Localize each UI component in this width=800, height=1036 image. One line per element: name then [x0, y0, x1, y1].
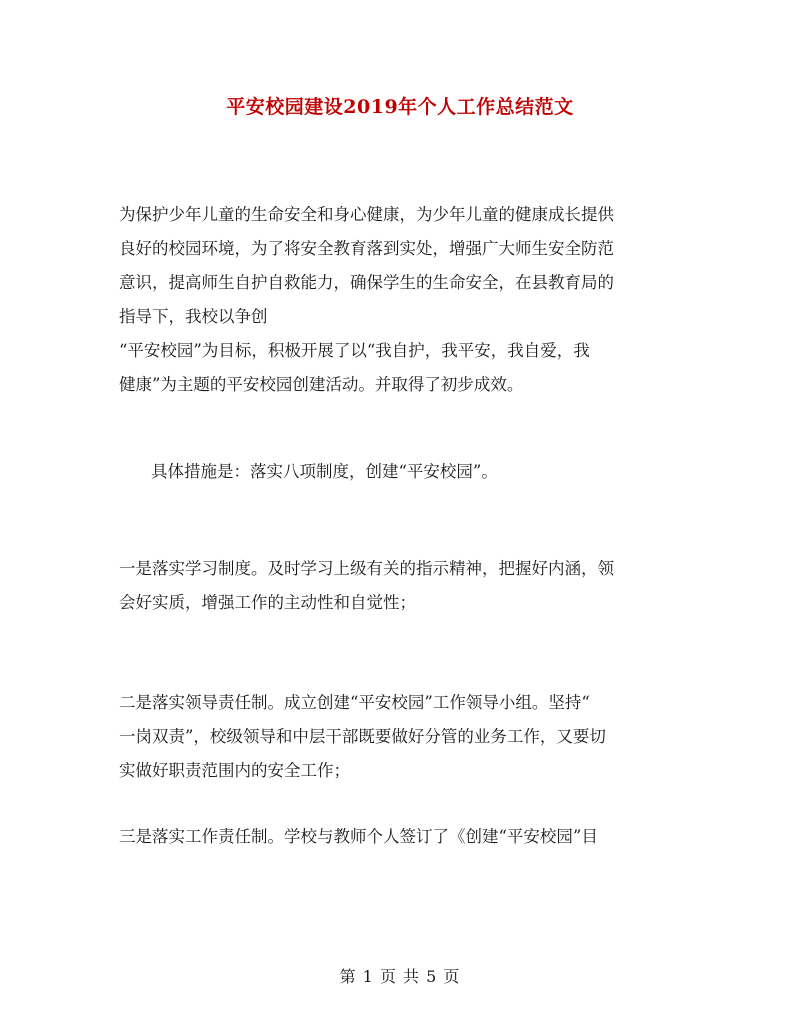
document-title: 平安校园建设2019年个人工作总结范文 [226, 96, 574, 118]
paragraph-item-2 [119, 686, 689, 788]
paragraph-intro [119, 198, 689, 402]
text-line: 实做好职责范围内的安全工作； [119, 761, 350, 780]
text-line: 一是落实学习制度。及时学习上级有关的指示精神，把握好内涵，领 [119, 559, 614, 578]
text-line: 良好的校园环境，为了将安全教育落到实处，增强广大师生安全防范 [119, 239, 614, 258]
text-line: 三是落实工作责任制。学校与教师个人签订了《创建“平安校园”目 [119, 827, 598, 846]
text-line: 会好实质，增强工作的主动性和自觉性； [119, 593, 416, 612]
text-line: 具体措施是：落实八项制度，创建“平安校园”。 [151, 462, 498, 481]
text-line: 二是落实领导责任制。成立创建“平安校园”工作领导小组。坚持“ [119, 693, 590, 712]
paragraph-item-1 [119, 552, 689, 620]
text-line: 一岗双责”，校级领导和中层干部既要做好分管的业务工作，又要切 [119, 727, 606, 746]
text-line: 健康”为主题的平安校园创建活动。并取得了初步成效。 [119, 375, 524, 394]
page-number-footer: 第 1 页 共 5 页 [339, 967, 461, 986]
text-line: 为保护少年儿童的生命安全和身心健康，为少年儿童的健康成长提供 [119, 205, 614, 224]
paragraph-item-3 [119, 820, 689, 854]
text-line: “平安校园”为目标，积极开展了以“我自护，我平安，我自爱，我 [119, 341, 590, 360]
paragraph-measures [151, 455, 721, 489]
text-line: 指导下，我校以争创 [119, 307, 268, 326]
text-line: 意识，提高师生自护自救能力，确保学生的生命安全，在县教育局的 [119, 273, 614, 292]
